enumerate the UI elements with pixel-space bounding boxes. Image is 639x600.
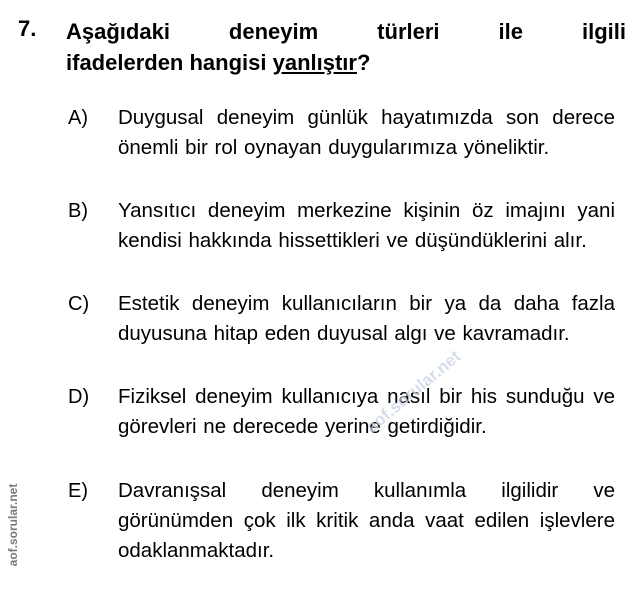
option-d-label: D) — [68, 386, 90, 408]
option-a-label: A) — [68, 107, 88, 129]
question-line-1: Aşağıdaki deneyim türleri ile ilgili — [66, 19, 626, 44]
center-watermark: aof.sorular.net — [362, 346, 465, 437]
option-c-label: C) — [68, 293, 90, 315]
question-mark: ? — [356, 50, 371, 75]
option-e-label: E) — [68, 480, 88, 502]
question-number: 7. — [18, 16, 37, 41]
option-c-text: Estetik deneyim kullanıcıların bir ya da daha fazla duyusuna hitap eden duyusal algı ve kavramadır. — [118, 292, 615, 345]
option-d-text: Fiziksel deneyim kullanıcıya nasıl bir his sunduğu ve görevleri ne derecede yerine getirdiğidir. — [118, 385, 615, 438]
side-watermark: aof.sorular.net — [6, 483, 20, 567]
question-text — [66, 16, 626, 78]
question-underlined-word: yanlıştır — [272, 50, 357, 75]
question-line-2-prefix: ifadelerden hangisi — [66, 50, 273, 75]
option-e-text: Davranışsal deneyim kullanımla ilgilidir ve görünümden çok ilk kritik anda vaat edilen işlevlere odaklanmaktadır. — [118, 479, 615, 562]
option-b-text: Yansıtıcı deneyim merkezine kişinin öz imajını yani kendisi hakkında hissettikleri ve düşündüklerini alır. — [118, 199, 615, 252]
option-b-label: B) — [68, 200, 88, 222]
option-a-text: Duygusal deneyim günlük hayatımızda son derece önemli bir rol oynayan duygularımıza yöneliktir. — [118, 106, 615, 159]
